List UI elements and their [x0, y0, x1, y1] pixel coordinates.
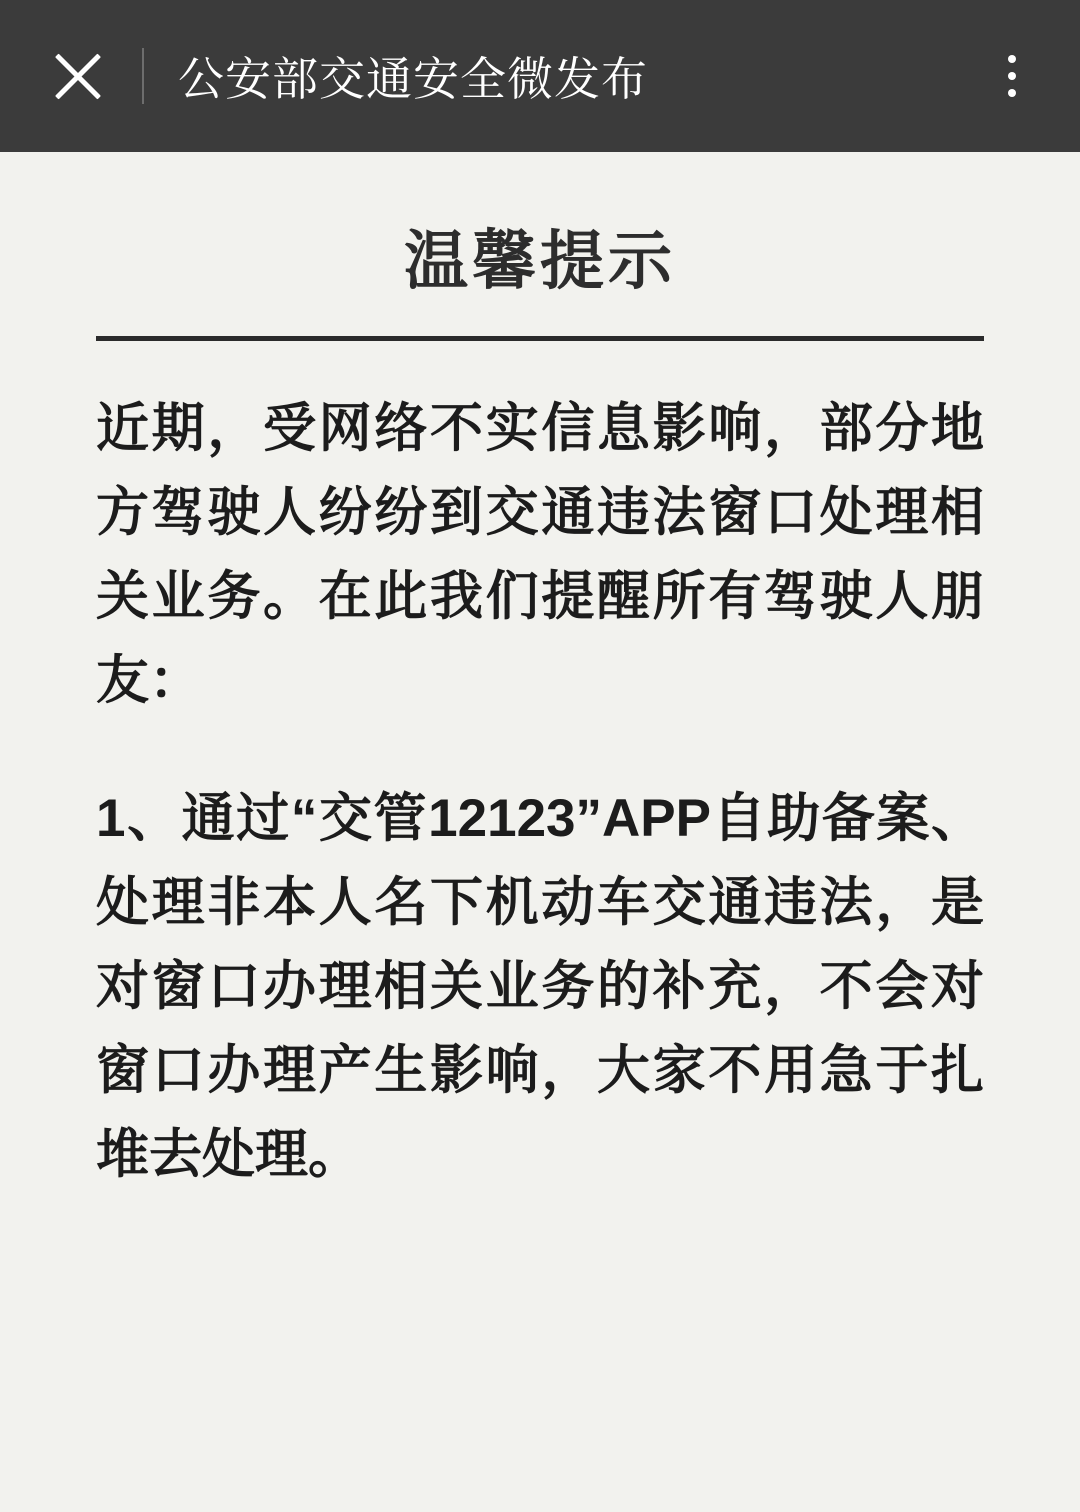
heading-divider — [96, 336, 984, 341]
article-paragraph: 近期，受网络不实信息影响，部分地方驾驶人纷纷到交通违法窗口处理相关业务。在此我们提醒所有驾驶人朋友： — [96, 399, 984, 710]
article-paragraph: 1、通过“交管12123”APP自助备案、处理非本人名下机动车交通违法，是对窗口办理相关业务的补充，不会对窗口办理产生影响，大家不用急于扎堆去处理。 — [96, 789, 984, 1184]
article-heading: 温馨提示 — [404, 224, 676, 299]
more-options-icon[interactable] — [984, 34, 1040, 118]
top-navigation-bar — [0, 0, 1080, 152]
page-title: 公安部交通安全微发布 — [178, 53, 648, 105]
close-icon[interactable] — [36, 34, 120, 118]
article-content — [0, 210, 1080, 1197]
toolbar-divider — [142, 48, 144, 104]
